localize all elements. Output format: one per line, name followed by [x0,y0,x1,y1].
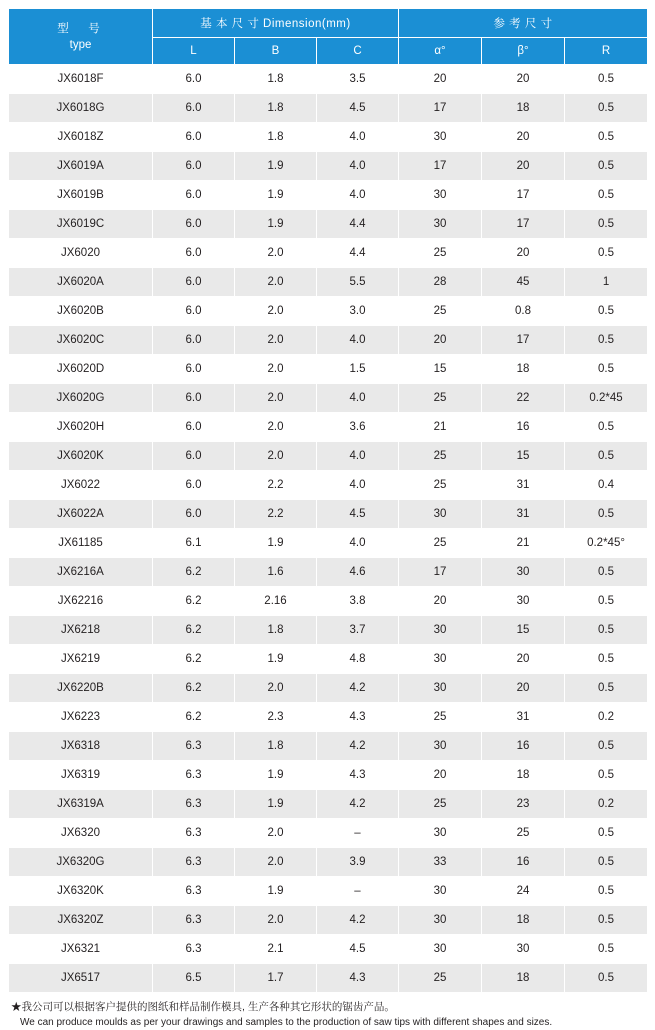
cell-c: 4.5 [317,500,399,529]
cell-beta: 31 [482,703,565,732]
cell-alpha: 30 [399,210,482,239]
cell-beta: 0.8 [482,297,565,326]
cell-c: 4.0 [317,326,399,355]
cell-alpha: 30 [399,500,482,529]
cell-c: 4.3 [317,703,399,732]
table-row [9,152,648,181]
table-row [9,587,648,616]
table-row [9,877,648,906]
cell-alpha: 20 [399,326,482,355]
cell-alpha: 25 [399,964,482,993]
cell-c: 4.0 [317,442,399,471]
cell-r: 0.5 [565,558,648,587]
cell-r: 0.5 [565,906,648,935]
column-header-alpha: α° [399,38,482,65]
cell-alpha: 30 [399,819,482,848]
table-row [9,210,648,239]
cell-b: 1.6 [235,558,317,587]
cell-c: 4.3 [317,964,399,993]
cell-beta: 20 [482,65,565,94]
cell-beta: 31 [482,471,565,500]
cell-type: JX62216 [9,587,153,616]
table-row [9,616,648,645]
table-row [9,906,648,935]
table-row [9,645,648,674]
cell-b: 2.2 [235,471,317,500]
cell-beta: 22 [482,384,565,413]
cell-alpha: 30 [399,935,482,964]
cell-r: 0.5 [565,645,648,674]
cell-type: JX6019B [9,181,153,210]
cell-alpha: 17 [399,558,482,587]
cell-beta: 20 [482,645,565,674]
cell-alpha: 25 [399,384,482,413]
cell-alpha: 20 [399,65,482,94]
cell-b: 1.9 [235,790,317,819]
table-row [9,471,648,500]
cell-l: 6.0 [153,152,235,181]
cell-beta: 20 [482,123,565,152]
cell-type: JX6022A [9,500,153,529]
cell-type: JX6019C [9,210,153,239]
cell-alpha: 25 [399,471,482,500]
cell-c: 4.0 [317,123,399,152]
specification-table [8,8,648,993]
cell-r: 1 [565,268,648,297]
cell-beta: 30 [482,587,565,616]
cell-type: JX6020B [9,297,153,326]
column-header-type [9,9,153,65]
cell-b: 2.0 [235,674,317,703]
table-row [9,558,648,587]
cell-c: 3.0 [317,297,399,326]
cell-l: 6.0 [153,181,235,210]
cell-type: JX6020D [9,355,153,384]
table-row [9,935,648,964]
cell-alpha: 17 [399,152,482,181]
cell-l: 6.5 [153,964,235,993]
cell-l: 6.3 [153,790,235,819]
cell-b: 2.3 [235,703,317,732]
cell-r: 0.2 [565,790,648,819]
cell-type: JX6218 [9,616,153,645]
column-group-basic-dimension: 基 本 尺 寸 Dimension(mm) [153,9,399,38]
table-row [9,848,648,877]
cell-c: 4.3 [317,761,399,790]
table-row [9,181,648,210]
cell-alpha: 17 [399,94,482,123]
cell-beta: 20 [482,152,565,181]
cell-alpha: 25 [399,297,482,326]
column-header-type-cn: 型 号 [57,22,104,35]
cell-b: 2.0 [235,906,317,935]
cell-b: 1.9 [235,877,317,906]
cell-r: 0.5 [565,65,648,94]
cell-r: 0.5 [565,500,648,529]
cell-l: 6.2 [153,587,235,616]
cell-alpha: 30 [399,645,482,674]
cell-c: 1.5 [317,355,399,384]
table-row [9,297,648,326]
cell-beta: 16 [482,413,565,442]
table-row [9,819,648,848]
cell-type: JX6020 [9,239,153,268]
cell-r: 0.5 [565,239,648,268]
table-row [9,964,648,993]
cell-r: 0.5 [565,181,648,210]
cell-l: 6.0 [153,65,235,94]
table-row [9,268,648,297]
cell-alpha: 30 [399,616,482,645]
cell-alpha: 25 [399,790,482,819]
cell-beta: 17 [482,210,565,239]
table-row [9,790,648,819]
cell-l: 6.3 [153,848,235,877]
cell-l: 6.3 [153,906,235,935]
cell-r: 0.5 [565,935,648,964]
cell-r: 0.5 [565,819,648,848]
table-row [9,703,648,732]
cell-l: 6.0 [153,384,235,413]
cell-b: 2.0 [235,326,317,355]
cell-b: 1.8 [235,732,317,761]
cell-r: 0.5 [565,587,648,616]
cell-beta: 16 [482,848,565,877]
cell-type: JX6220B [9,674,153,703]
cell-alpha: 30 [399,877,482,906]
cell-b: 1.8 [235,123,317,152]
cell-l: 6.2 [153,616,235,645]
cell-r: 0.5 [565,442,648,471]
cell-c: 4.0 [317,384,399,413]
cell-r: 0.5 [565,674,648,703]
cell-r: 0.5 [565,616,648,645]
cell-type: JX6219 [9,645,153,674]
cell-beta: 23 [482,790,565,819]
cell-c: 3.6 [317,413,399,442]
table-row [9,413,648,442]
cell-l: 6.0 [153,123,235,152]
cell-type: JX6320 [9,819,153,848]
cell-alpha: 30 [399,674,482,703]
cell-c: 4.2 [317,906,399,935]
footnote [8,1000,647,1030]
cell-r: 0.5 [565,123,648,152]
cell-beta: 17 [482,181,565,210]
cell-c: 4.5 [317,935,399,964]
cell-l: 6.2 [153,703,235,732]
cell-beta: 18 [482,906,565,935]
cell-b: 1.9 [235,152,317,181]
cell-alpha: 30 [399,732,482,761]
cell-r: 0.5 [565,964,648,993]
cell-r: 0.5 [565,210,648,239]
cell-b: 1.9 [235,181,317,210]
cell-c: 4.2 [317,732,399,761]
cell-b: 2.0 [235,384,317,413]
cell-l: 6.0 [153,210,235,239]
cell-b: 1.8 [235,616,317,645]
cell-b: 2.0 [235,413,317,442]
cell-b: 1.9 [235,529,317,558]
table-row [9,384,648,413]
cell-b: 2.1 [235,935,317,964]
cell-beta: 18 [482,761,565,790]
cell-alpha: 15 [399,355,482,384]
cell-type: JX6020K [9,442,153,471]
cell-beta: 31 [482,500,565,529]
table-row [9,239,648,268]
cell-beta: 20 [482,674,565,703]
cell-type: JX6020A [9,268,153,297]
cell-l: 6.1 [153,529,235,558]
cell-c: 4.6 [317,558,399,587]
cell-b: 1.8 [235,65,317,94]
cell-r: 0.4 [565,471,648,500]
cell-l: 6.0 [153,297,235,326]
cell-beta: 20 [482,239,565,268]
cell-l: 6.2 [153,674,235,703]
cell-r: 0.2*45 [565,384,648,413]
cell-c: 5.5 [317,268,399,297]
table-row [9,529,648,558]
cell-alpha: 30 [399,181,482,210]
cell-alpha: 20 [399,587,482,616]
cell-l: 6.0 [153,471,235,500]
table-row [9,674,648,703]
cell-l: 6.0 [153,500,235,529]
cell-b: 2.0 [235,297,317,326]
cell-b: 2.0 [235,819,317,848]
column-header-l: L [153,38,235,65]
cell-l: 6.0 [153,413,235,442]
cell-c: 4.2 [317,674,399,703]
cell-l: 6.0 [153,326,235,355]
cell-type: JX6517 [9,964,153,993]
cell-b: 2.2 [235,500,317,529]
table-row [9,761,648,790]
cell-type: JX6019A [9,152,153,181]
footnote-line-en: We can produce moulds as per your drawings and samples to the production of saw tips with different shapes and sizes. [20,1017,553,1028]
cell-l: 6.0 [153,94,235,123]
cell-b: 1.7 [235,964,317,993]
cell-type: JX6318 [9,732,153,761]
cell-type: JX6018G [9,94,153,123]
cell-r: 0.5 [565,848,648,877]
cell-c: 4.0 [317,152,399,181]
cell-type: JX6018F [9,65,153,94]
column-header-r: R [565,38,648,65]
cell-l: 6.3 [153,819,235,848]
cell-l: 6.0 [153,355,235,384]
cell-type: JX6020G [9,384,153,413]
cell-r: 0.5 [565,761,648,790]
cell-beta: 16 [482,732,565,761]
cell-alpha: 33 [399,848,482,877]
cell-l: 6.3 [153,732,235,761]
cell-alpha: 30 [399,906,482,935]
table-row [9,123,648,152]
cell-type: JX6020C [9,326,153,355]
cell-type: JX6018Z [9,123,153,152]
cell-r: 0.5 [565,732,648,761]
column-group-reference-dimension: 参 考 尺 寸 [399,9,648,38]
cell-l: 6.3 [153,935,235,964]
cell-c: 3.8 [317,587,399,616]
cell-l: 6.2 [153,558,235,587]
cell-c: 3.9 [317,848,399,877]
cell-type: JX61185 [9,529,153,558]
table-row [9,442,648,471]
table-header [9,9,648,65]
cell-b: 1.9 [235,761,317,790]
cell-type: JX6320G [9,848,153,877]
cell-alpha: 21 [399,413,482,442]
cell-type: JX6216A [9,558,153,587]
cell-type: JX6319 [9,761,153,790]
cell-type: JX6319A [9,790,153,819]
cell-b: 2.0 [235,355,317,384]
cell-beta: 18 [482,355,565,384]
cell-c: 4.4 [317,210,399,239]
cell-beta: 18 [482,94,565,123]
cell-type: JX6020H [9,413,153,442]
column-header-c: C [317,38,399,65]
header-row-groups [9,9,648,38]
cell-alpha: 25 [399,529,482,558]
cell-alpha: 25 [399,703,482,732]
cell-type: JX6320Z [9,906,153,935]
cell-r: 0.5 [565,152,648,181]
cell-l: 6.0 [153,268,235,297]
cell-l: 6.2 [153,645,235,674]
cell-b: 2.0 [235,239,317,268]
cell-beta: 15 [482,442,565,471]
cell-c: 4.8 [317,645,399,674]
cell-c: 4.5 [317,94,399,123]
cell-r: 0.5 [565,413,648,442]
cell-beta: 30 [482,935,565,964]
cell-l: 6.3 [153,761,235,790]
cell-r: 0.2 [565,703,648,732]
table-row [9,94,648,123]
cell-b: 1.8 [235,94,317,123]
table-body [9,65,648,993]
cell-l: 6.0 [153,442,235,471]
cell-c: 3.5 [317,65,399,94]
cell-alpha: 30 [399,123,482,152]
cell-b: 2.0 [235,442,317,471]
cell-beta: 18 [482,964,565,993]
cell-c: 4.0 [317,529,399,558]
cell-c: – [317,819,399,848]
cell-b: 1.9 [235,645,317,674]
cell-c: 3.7 [317,616,399,645]
cell-c: 4.0 [317,181,399,210]
cell-alpha: 28 [399,268,482,297]
cell-c: 4.4 [317,239,399,268]
cell-b: 2.0 [235,848,317,877]
cell-beta: 21 [482,529,565,558]
cell-r: 0.5 [565,877,648,906]
cell-b: 2.16 [235,587,317,616]
cell-type: JX6320K [9,877,153,906]
cell-r: 0.2*45° [565,529,648,558]
cell-b: 2.0 [235,268,317,297]
table-row [9,732,648,761]
cell-type: JX6223 [9,703,153,732]
cell-beta: 17 [482,326,565,355]
cell-type: JX6022 [9,471,153,500]
cell-c: 4.2 [317,790,399,819]
cell-r: 0.5 [565,326,648,355]
cell-alpha: 20 [399,761,482,790]
cell-type: JX6321 [9,935,153,964]
cell-beta: 24 [482,877,565,906]
table-row [9,65,648,94]
cell-beta: 15 [482,616,565,645]
column-header-type-en: type [69,38,92,51]
footnote-line-cn: ★我公司可以根据客户提供的图纸和样品制作模具, 生产各种其它形状的锯齿产品。 [11,1001,395,1013]
table-row [9,500,648,529]
cell-alpha: 25 [399,442,482,471]
table-row [9,326,648,355]
cell-l: 6.3 [153,877,235,906]
column-header-beta: β° [482,38,565,65]
column-header-b: B [235,38,317,65]
cell-beta: 30 [482,558,565,587]
cell-beta: 25 [482,819,565,848]
cell-r: 0.5 [565,94,648,123]
cell-l: 6.0 [153,239,235,268]
cell-beta: 45 [482,268,565,297]
cell-r: 0.5 [565,297,648,326]
cell-b: 1.9 [235,210,317,239]
table-row [9,355,648,384]
cell-c: – [317,877,399,906]
cell-alpha: 25 [399,239,482,268]
cell-r: 0.5 [565,355,648,384]
cell-c: 4.0 [317,471,399,500]
